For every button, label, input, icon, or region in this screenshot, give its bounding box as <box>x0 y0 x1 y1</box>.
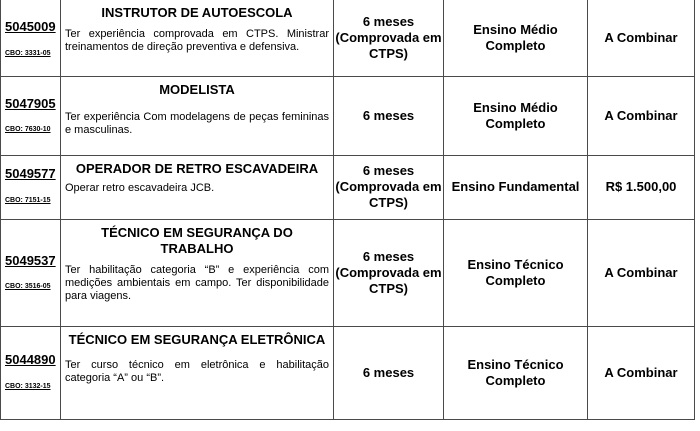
job-description-cell <box>61 155 334 219</box>
job-description-cell <box>61 76 334 155</box>
table-row <box>1 219 695 326</box>
job-code-cell <box>1 155 61 219</box>
job-description-cell <box>61 326 334 419</box>
salary-cell: A Combinar <box>588 0 695 76</box>
job-title: MODELISTA <box>159 81 235 97</box>
cbo-code: CBO: 7151-15 <box>5 196 51 204</box>
job-code: 5045009 <box>5 19 56 34</box>
experience-cell: 6 meses (Comprovada em CTPS) <box>334 155 444 219</box>
experience-cell: 6 meses (Comprovada em CTPS) <box>334 0 444 76</box>
table-row <box>1 155 695 219</box>
experience-cell: 6 meses <box>334 76 444 155</box>
job-code: 5047905 <box>5 95 56 111</box>
job-code: 5044890 <box>5 351 56 367</box>
education-cell: Ensino Técnico Completo <box>444 219 588 326</box>
experience-cell: 6 meses (Comprovada em CTPS) <box>334 219 444 326</box>
job-code: 5049537 <box>5 252 56 268</box>
table-row <box>1 0 695 76</box>
job-description: Ter experiência Com modelagens de peças femininas e masculinas. <box>65 110 329 136</box>
job-code: 5049577 <box>5 165 56 181</box>
salary-cell: R$ 1.500,00 <box>588 155 695 219</box>
education-cell: Ensino Médio Completo <box>444 0 588 76</box>
job-title: TÉCNICO EM SEGURANÇA DO TRABALHO <box>101 224 293 256</box>
job-description: Ter curso técnico em eletrônica e habilitação categoria “A” ou “B”. <box>65 358 329 384</box>
cbo-code: CBO: 3331-05 <box>5 50 51 57</box>
job-description-cell <box>61 0 334 76</box>
job-code-cell <box>1 0 61 76</box>
job-description-cell <box>61 219 334 326</box>
job-code-cell <box>1 219 61 326</box>
experience-cell: 6 meses <box>334 326 444 419</box>
job-title: INSTRUTOR DE AUTOESCOLA <box>101 5 293 20</box>
job-code-cell <box>1 326 61 419</box>
cbo-code: CBO: 7630-10 <box>5 125 51 133</box>
salary-cell: A Combinar <box>588 76 695 155</box>
cbo-code: CBO: 3516-05 <box>5 282 51 290</box>
job-description: Operar retro escavadeira JCB. <box>65 181 215 194</box>
salary-cell: A Combinar <box>588 219 695 326</box>
job-title: TÉCNICO EM SEGURANÇA ELETRÔNICA <box>68 331 326 347</box>
table-row <box>1 326 695 419</box>
job-description: Ter experiência comprovada em CTPS. Ministrar treinamentos de direção preventiva e defensiva. <box>65 28 329 53</box>
table-row <box>1 76 695 155</box>
job-description: Ter habilitação categoria “B” e experiência com medições ambientais em campo. Ter disponibilidade para viagens. <box>65 263 329 302</box>
job-title: OPERADOR DE RETRO ESCAVADEIRA <box>75 160 319 176</box>
cbo-code: CBO: 3132-15 <box>5 382 51 390</box>
job-code-cell <box>1 76 61 155</box>
salary-cell: A Combinar <box>588 326 695 419</box>
education-cell: Ensino Técnico Completo <box>444 326 588 419</box>
education-cell: Ensino Fundamental <box>444 155 588 219</box>
education-cell: Ensino Médio Completo <box>444 76 588 155</box>
